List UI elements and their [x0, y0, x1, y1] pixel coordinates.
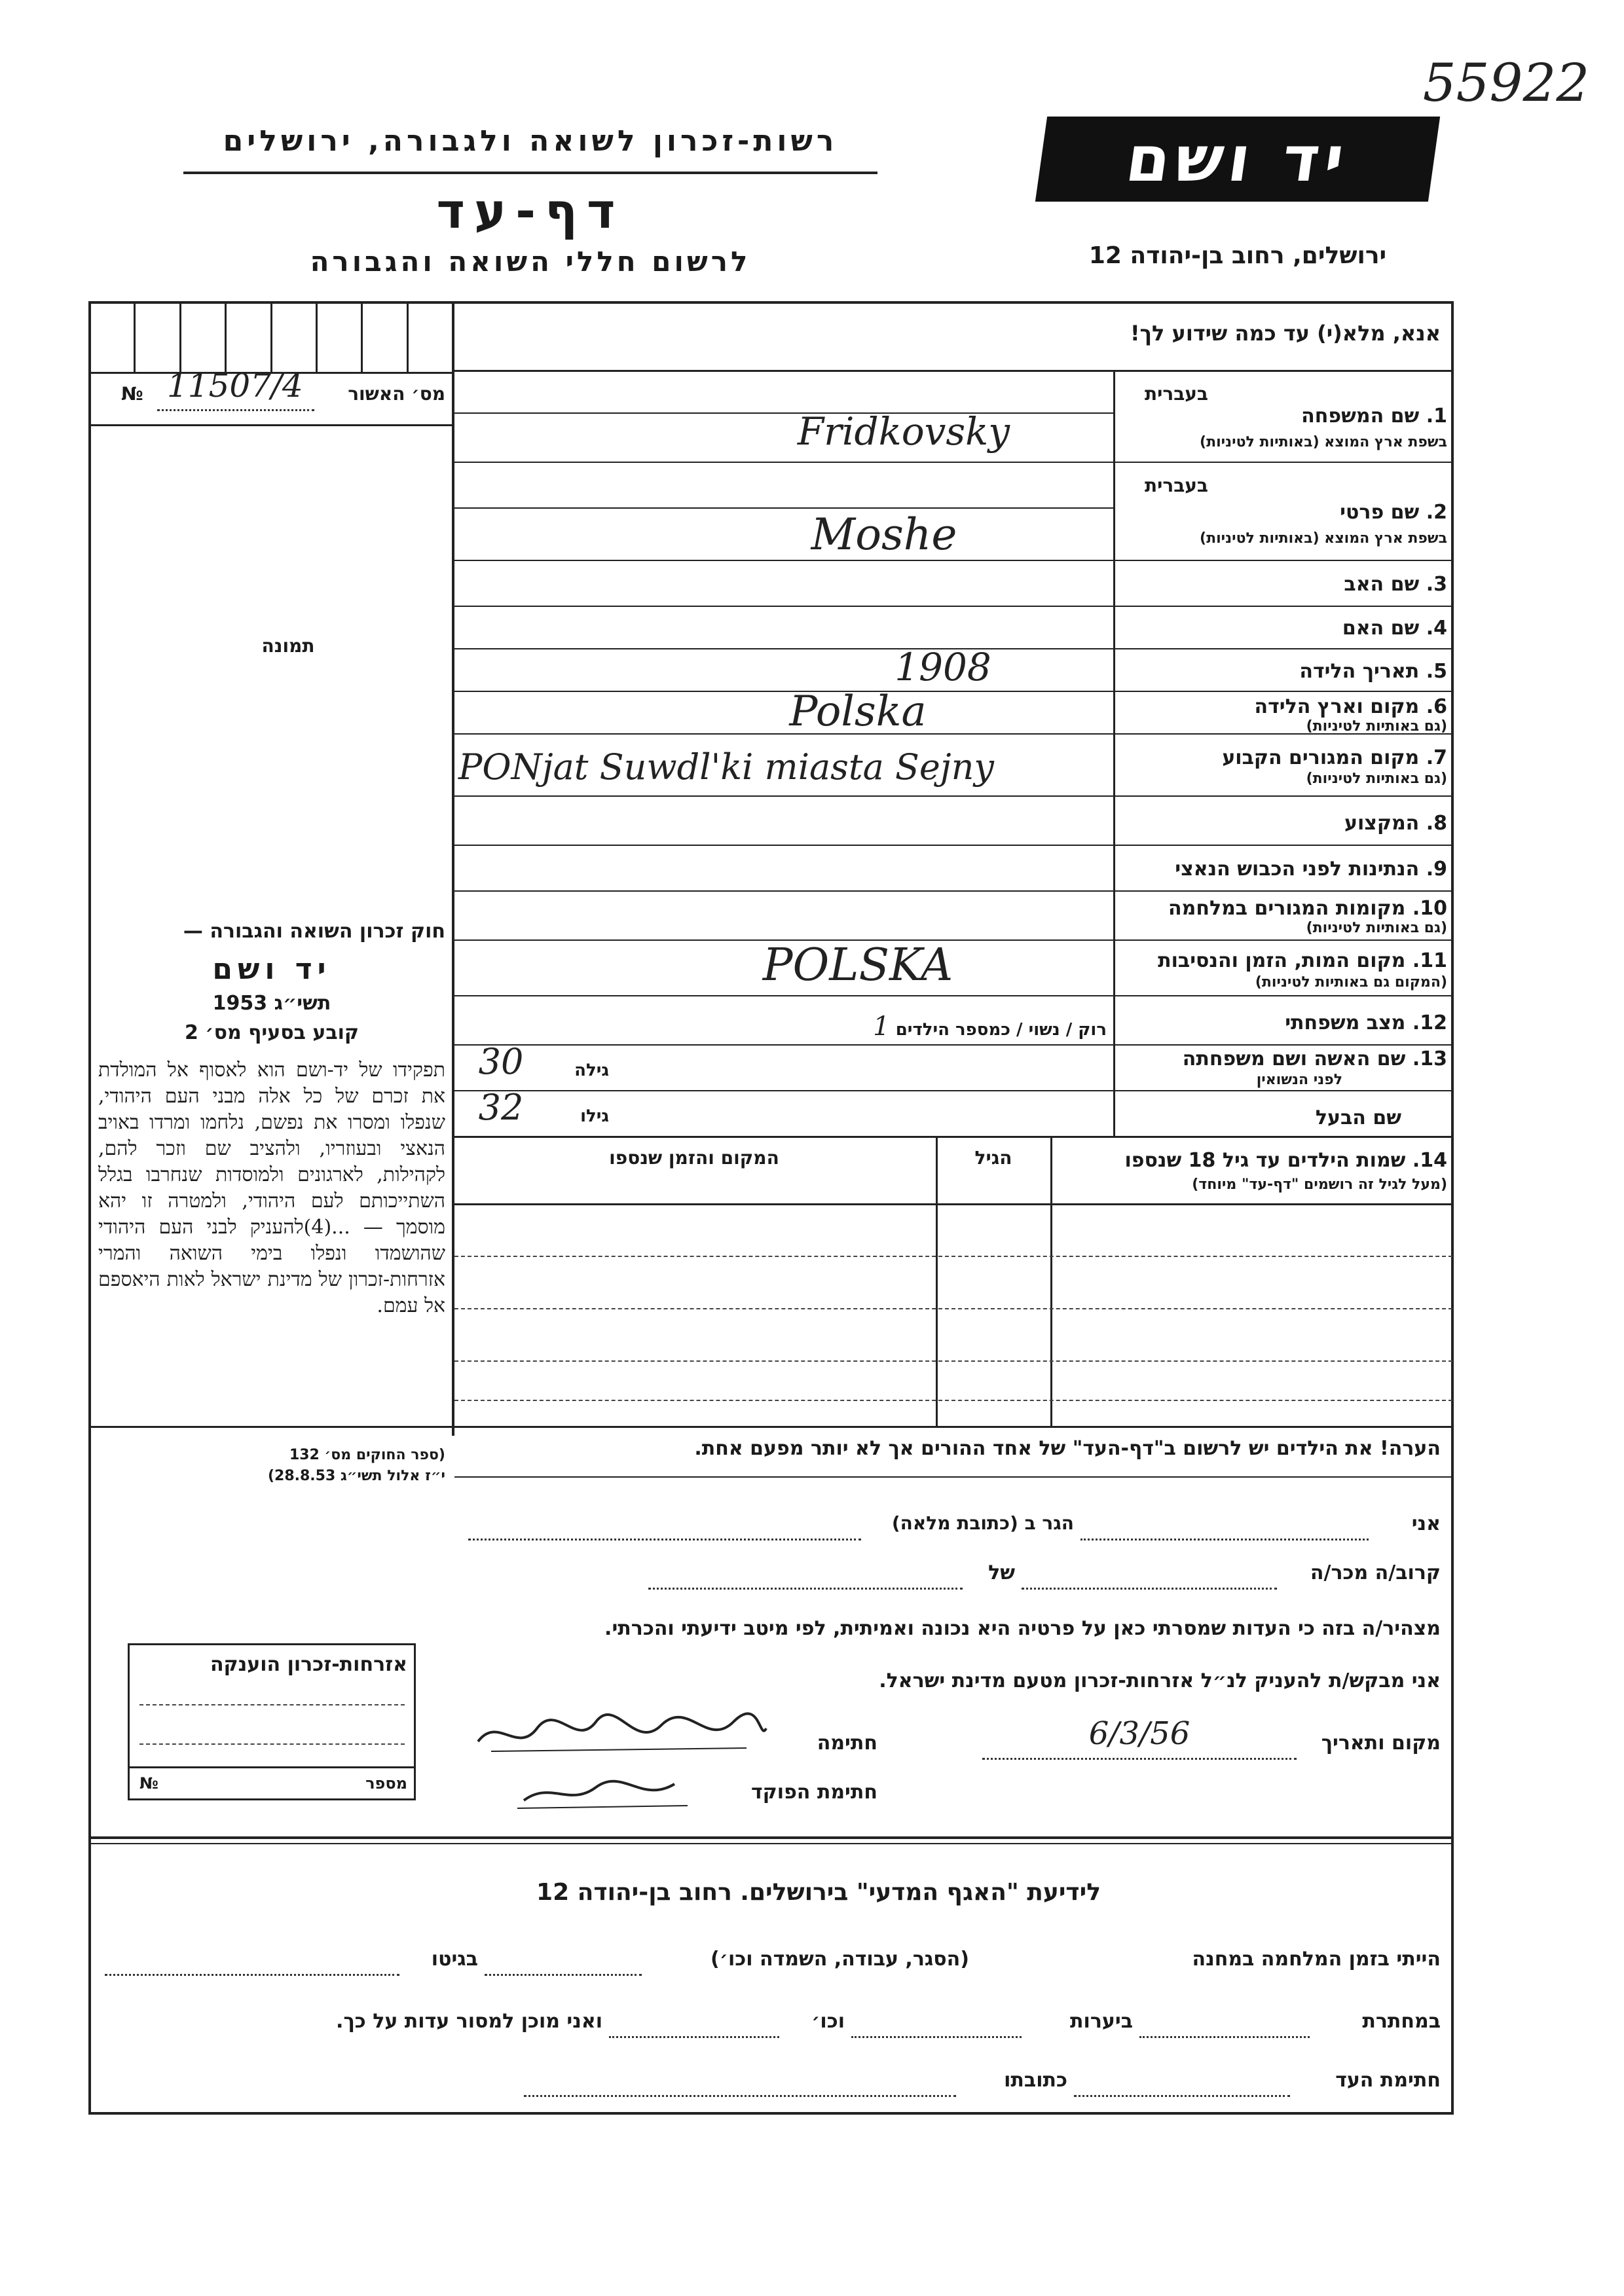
birth-place-value: Polska: [789, 687, 927, 736]
form-subtitle: לרשום חללי השואה והגבורה: [310, 246, 751, 278]
field-8-label: 8. המקצוע: [1344, 812, 1447, 835]
decl-of-label: של: [988, 1561, 1015, 1584]
photo-label: תמונה: [261, 635, 315, 657]
law-footnote-1: (ספר החוקים מס׳ 132: [289, 1447, 445, 1463]
footer-title: לידיעת "האגף המדעי" בירושלים. רחוב בן-יהודה 12: [536, 1879, 1101, 1906]
decl-place-date-label: מקום ותאריך: [1321, 1732, 1441, 1755]
field-5-label: 5. תאריך הלידה: [1299, 660, 1447, 683]
field-1-side: בעברית: [1144, 383, 1208, 405]
decl-request: אני מבקש/ת להעניק לנ״ל אזרחות-זכרון מטעם מדינת ישראל.: [879, 1669, 1441, 1692]
field-4-label: 4. שם האם: [1342, 617, 1447, 640]
note: הערה! את הילדים יש לרשום ב"דף-העד" של אחד ההורים אך לא יותר מפעם אחת.: [694, 1437, 1441, 1460]
approval-number: 11507/4: [167, 367, 303, 405]
officer-scribble: [511, 1768, 694, 1813]
field-11-label: 11. מקום המות, הזמן והנסיבות: [1158, 949, 1447, 972]
law-logo: יד ושם: [212, 953, 331, 986]
decl-place-date-value: 6/3/56: [1088, 1715, 1190, 1752]
decl-officer-signature: [511, 1768, 694, 1813]
law-text: תפקידו של יד-ושם הוא לאסוף אל המולדת את זכרם של כל אלה מבני העם היהודי, שנפלו ומסרו את נפשם, נלחמו ומרדו באויב הנאצי ובעוזריו, ולהציב שם וזכר להם, לקהילות, לארגונים ולמוסדות שנחרבו בגלל השתייכותם לעם היהודי, ולמטרה זו יהא מוסמך — ...(4)להעניק לבני העם היהודי שהושמדו ונפלו בימי השואה והמרי אזרחות-זכרון של מדינת ישראל לאות היאספם אל עמם.: [98, 1059, 446, 1317]
children-col-place: המקום והזמן שנספו: [609, 1147, 779, 1169]
citizenship-number-label: מספר: [365, 1774, 407, 1793]
field-1-sub: בשפת ארץ המוצא (באותיות לטיניות): [1200, 434, 1447, 450]
field-7-label: 7. מקום המגורים הקבוע: [1222, 746, 1447, 769]
approval-prefix: №: [121, 383, 143, 405]
husband-age-value: 32: [478, 1087, 524, 1128]
form-title: דף-עד: [436, 183, 625, 240]
wife-age-label: גילה: [574, 1061, 609, 1080]
citizenship-number-prefix: №: [139, 1774, 158, 1793]
marital-options: רוק / נשוי / כמספר הילדים 1: [873, 1011, 1107, 1042]
footer-line2-d: ואני מוכן למסור עדות על כך.: [336, 2010, 602, 2033]
children-col-age: הגיל: [974, 1147, 1012, 1169]
field-11-sub: (המקום גם באותיות לטיניות): [1255, 974, 1447, 991]
decl-resident-label: הגר ב (כתובת מלאה): [891, 1512, 1074, 1534]
field-1-label: 1. שם המשפחה: [1301, 405, 1447, 428]
wife-age-value: 30: [478, 1041, 524, 1082]
footer-line1-a: הייתי בזמן המלחמה במחנה: [1192, 1948, 1441, 1971]
field-6-label: 6. מקום וארץ הלידה: [1254, 695, 1447, 718]
children-heading: 14. שמות הילדים עד גיל 18 שנספו: [1124, 1149, 1447, 1172]
decl-statement: מצהיר/ה בזה כי העדות שמסרתי כאן על פרטיה היא נכונה ואמיתית, לפי מיטב ידיעתי והכרתי.: [604, 1617, 1441, 1640]
field-12-label: 12. מצב משפחתי: [1285, 1011, 1447, 1034]
death-place-value: POLSKA: [762, 939, 953, 991]
decl-relative-label: קרוב/ה מכר/ה: [1310, 1561, 1441, 1584]
citizenship-box: [128, 1643, 416, 1800]
law-year: תשי״ג 1953: [212, 992, 331, 1015]
field-7-sub: (גם באותיות לטיניות): [1306, 771, 1447, 787]
field-10-sub: (גם באותיות לטיניות): [1306, 920, 1447, 936]
decl-signature-label: חתימה: [817, 1732, 877, 1755]
header-address: ירושלים, רחוב בן-יהודה 12: [1088, 242, 1387, 269]
residence-value: PONjat Suwdl'ki miasta Sejny: [458, 746, 994, 788]
husband-label: שם הבעל: [1315, 1106, 1401, 1129]
authority-name: רשות-זכרון לשואה ולגבורה, ירושלים: [223, 124, 838, 158]
footer-line2-b: ביערות: [1070, 2010, 1133, 2033]
field-13-sub: לפני הנשואין: [1256, 1072, 1342, 1088]
footer-line2-c: וכו׳: [811, 2010, 845, 2033]
children-count: 1: [873, 1011, 890, 1042]
logo-text: יד ושם: [1121, 122, 1354, 196]
decl-officer-label: חתימת הפוקד: [751, 1781, 877, 1804]
approval-label: מס׳ האשור: [348, 383, 445, 405]
signature-scribble: [471, 1702, 773, 1761]
field-3-label: 3. שם האב: [1344, 573, 1447, 596]
decl-signature: [471, 1702, 773, 1761]
husband-age-label: גילו: [580, 1106, 609, 1126]
footer-line1-b: (הסגר, עבודה, השמדה וכו׳): [710, 1948, 969, 1971]
footer-line3-a: חתימת העד: [1335, 2069, 1441, 2092]
field-9-label: 9. הנתינות לפני הכבוש הנאצי: [1175, 858, 1447, 881]
surname-latin-value: Fridkovsky: [797, 409, 1010, 454]
birth-date-value: 1908: [895, 645, 991, 689]
children-heading-sub: (מעל לגיל זה רושמים "דף-עד" מיוחד): [1192, 1176, 1447, 1193]
field-6-sub: (גם באותיות לטיניות): [1306, 718, 1447, 735]
field-10-label: 10. מקומות המגורים במלחמה: [1168, 897, 1447, 920]
footer-line2-a: במחתרת: [1362, 2010, 1441, 2033]
firstname-latin-value: Moshe: [811, 509, 957, 560]
document-number: 55922: [1422, 52, 1590, 113]
field-2-label: 2. שם פרטי: [1340, 501, 1447, 524]
field-2-side: בעברית: [1144, 475, 1208, 496]
footer-line1-c: בגיטו: [431, 1948, 478, 1971]
decl-i-label: אני: [1411, 1512, 1441, 1535]
instruction: אנא, מלא(י) עד כמה שידוע לך!: [1130, 321, 1441, 346]
field-2-sub: בשפת ארץ המוצא (באותיות לטיניות): [1200, 530, 1447, 547]
law-clause: קובע בסעיף מס׳ 2: [184, 1021, 360, 1044]
field-13-label: 13. שם האשה ושם משפחתה: [1182, 1048, 1447, 1070]
checkbox-strip: [90, 303, 452, 372]
footer-line3-b: כתובתו: [1004, 2069, 1067, 2092]
yad-vashem-logo: [1035, 117, 1440, 202]
law-footnote-2: י״ז אלול תשי״ג 28.8.53): [267, 1468, 445, 1484]
citizenship-title: אזרחות-זכרון הוענקה: [210, 1653, 407, 1676]
law-title: חוק זכרון השואה והגבורה —: [183, 920, 445, 943]
